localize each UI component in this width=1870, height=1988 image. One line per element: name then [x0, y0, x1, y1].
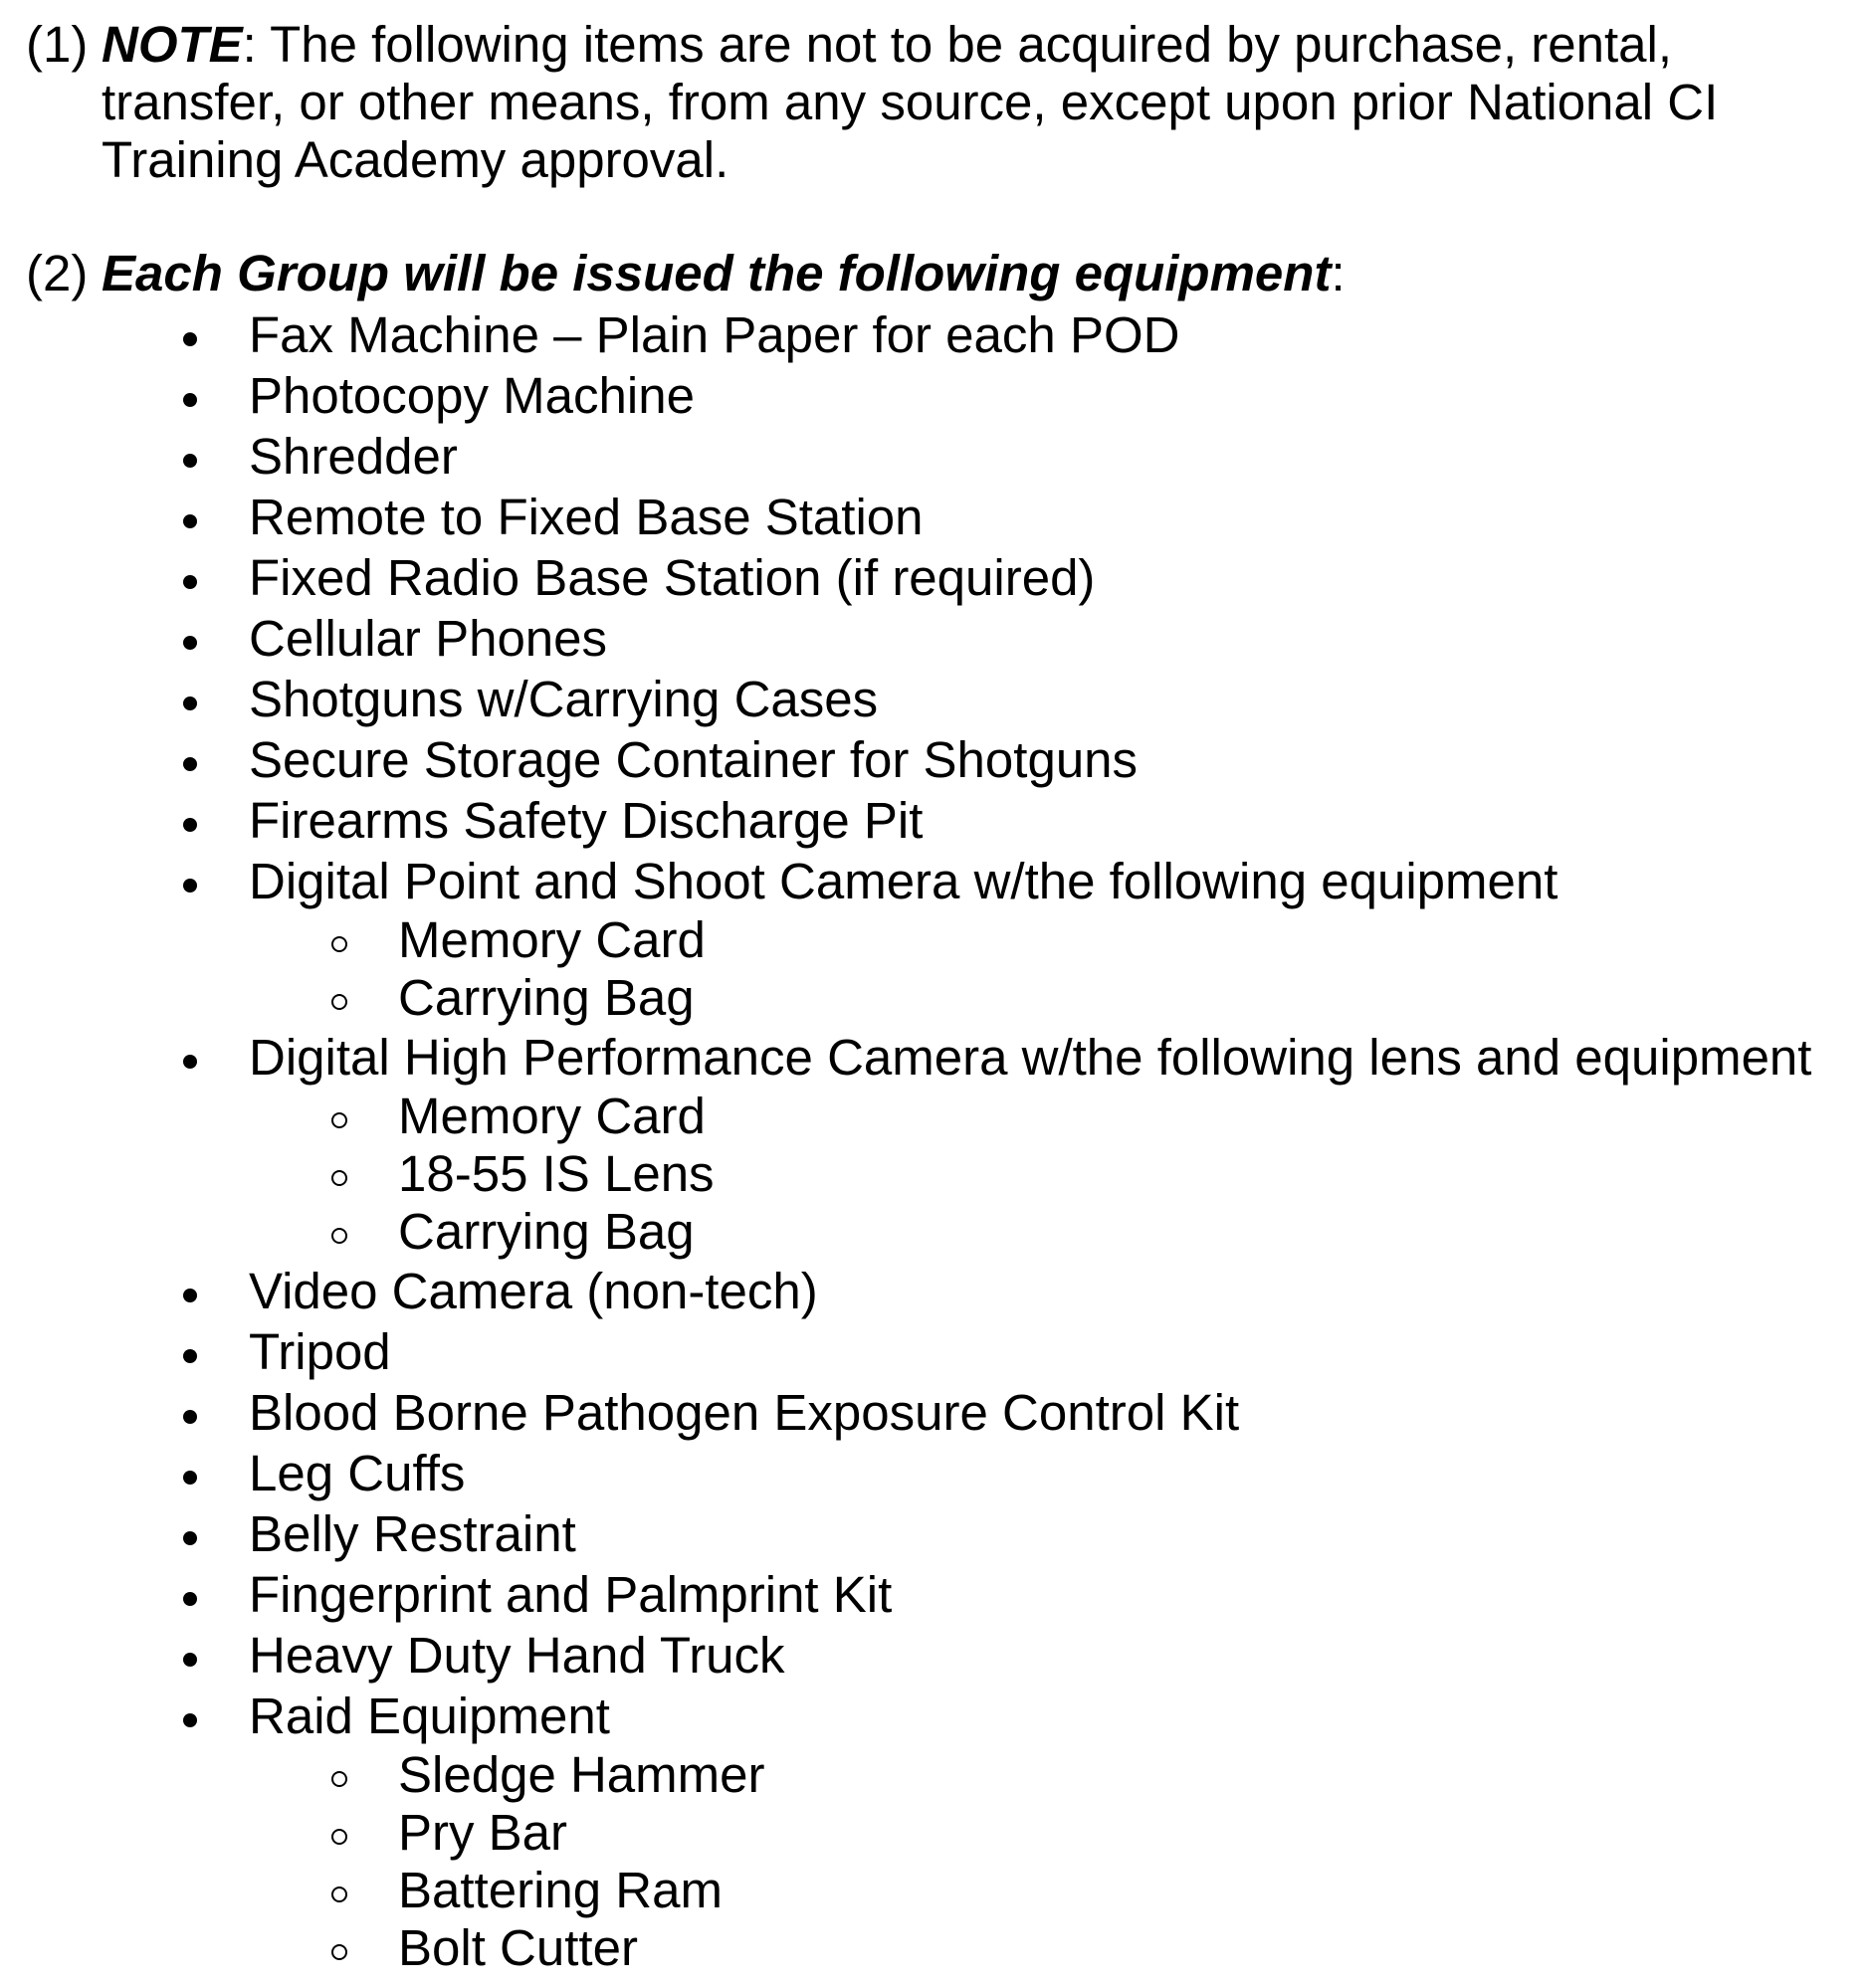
hollow-bullet-icon — [324, 1804, 354, 1862]
sub-list-item-label: Carrying Bag — [398, 969, 695, 1026]
bullet-icon — [175, 1564, 205, 1625]
hollow-bullet-icon — [324, 1203, 354, 1261]
bullet-icon — [175, 790, 205, 851]
note-text: : The following items are not to be acquired by purchase, rental, transfer, or other means, from any source, except upon prior National CI Training Academy approval. — [102, 16, 1719, 188]
bullet-icon — [175, 365, 205, 426]
list-item-label: Raid Equipment — [249, 1688, 610, 1744]
list-item-label: Digital High Performance Camera w/the following lens and equipment — [249, 1029, 1812, 1086]
hollow-bullet-icon — [324, 1862, 354, 1919]
hollow-bullet-icon — [324, 1145, 354, 1203]
bullet-icon — [175, 729, 205, 790]
sub-list-item-label: Memory Card — [398, 911, 706, 968]
list-item-label: Fingerprint and Palmprint Kit — [249, 1566, 893, 1623]
bullet-icon — [175, 669, 205, 729]
list-item-label: Digital Point and Shoot Camera w/the following equipment — [249, 853, 1558, 909]
bullet-icon — [175, 547, 205, 608]
bullet-icon — [175, 608, 205, 669]
bullet-icon — [175, 487, 205, 547]
list-item-label: Leg Cuffs — [249, 1445, 466, 1501]
bullet-icon — [175, 304, 205, 365]
paragraph-number: (2) — [26, 245, 89, 301]
list-item-label: Firearms Safety Discharge Pit — [249, 792, 924, 849]
bullet-icon — [175, 1321, 205, 1382]
equipment-heading-lead: Each Group will be issued the following equipment — [102, 245, 1332, 301]
sub-list-item-label: Pry Bar — [398, 1804, 568, 1861]
sub-list-item-label: 18-55 IS Lens — [398, 1145, 715, 1202]
list-item-label: Video Camera (non-tech) — [249, 1263, 818, 1319]
bullet-icon — [175, 1027, 205, 1088]
bullet-icon — [175, 1382, 205, 1443]
bullet-icon — [175, 426, 205, 487]
sub-list-item-label: Battering Ram — [398, 1862, 723, 1918]
bullet-icon — [175, 1503, 205, 1564]
list-item-label: Belly Restraint — [249, 1505, 576, 1562]
sub-list-item-label: Sledge Hammer — [398, 1746, 765, 1803]
equipment-heading-text: : — [1331, 245, 1346, 301]
bullet-icon — [175, 1686, 205, 1746]
hollow-bullet-icon — [324, 1919, 354, 1977]
bullet-icon — [175, 851, 205, 911]
hollow-bullet-icon — [324, 969, 354, 1027]
sub-list-item-label: Memory Card — [398, 1088, 706, 1144]
bullet-icon — [175, 1443, 205, 1503]
list-item-label: Fax Machine – Plain Paper for each POD — [249, 306, 1180, 363]
hollow-bullet-icon — [324, 1088, 354, 1145]
list-item-label: Remote to Fixed Base Station — [249, 489, 924, 545]
sub-list-item-label: Bolt Cutter — [398, 1919, 638, 1976]
bullet-icon — [175, 1625, 205, 1686]
note-paragraph — [26, 16, 1847, 189]
hollow-bullet-icon — [324, 1746, 354, 1804]
list-item-label: Heavy Duty Hand Truck — [249, 1627, 785, 1684]
paragraph-number: (1) — [26, 16, 89, 73]
list-item-label: Cellular Phones — [249, 610, 608, 667]
list-item-label: Secure Storage Container for Shotguns — [249, 731, 1139, 788]
note-body — [102, 16, 1847, 189]
list-item-label: Tripod — [249, 1323, 391, 1380]
list-item-label: Shotguns w/Carrying Cases — [249, 671, 879, 727]
equipment-heading-body — [102, 245, 1847, 302]
list-item-label: Shredder — [249, 428, 458, 485]
note-lead: NOTE — [102, 16, 243, 73]
sub-list-item-label: Carrying Bag — [398, 1203, 695, 1260]
list-item-label: Blood Borne Pathogen Exposure Control Kit — [249, 1384, 1240, 1441]
list-item-label: Fixed Radio Base Station (if required) — [249, 549, 1096, 606]
bullet-icon — [175, 1261, 205, 1321]
list-item-label: Photocopy Machine — [249, 367, 695, 424]
hollow-bullet-icon — [324, 911, 354, 969]
equipment-heading — [26, 245, 1847, 302]
